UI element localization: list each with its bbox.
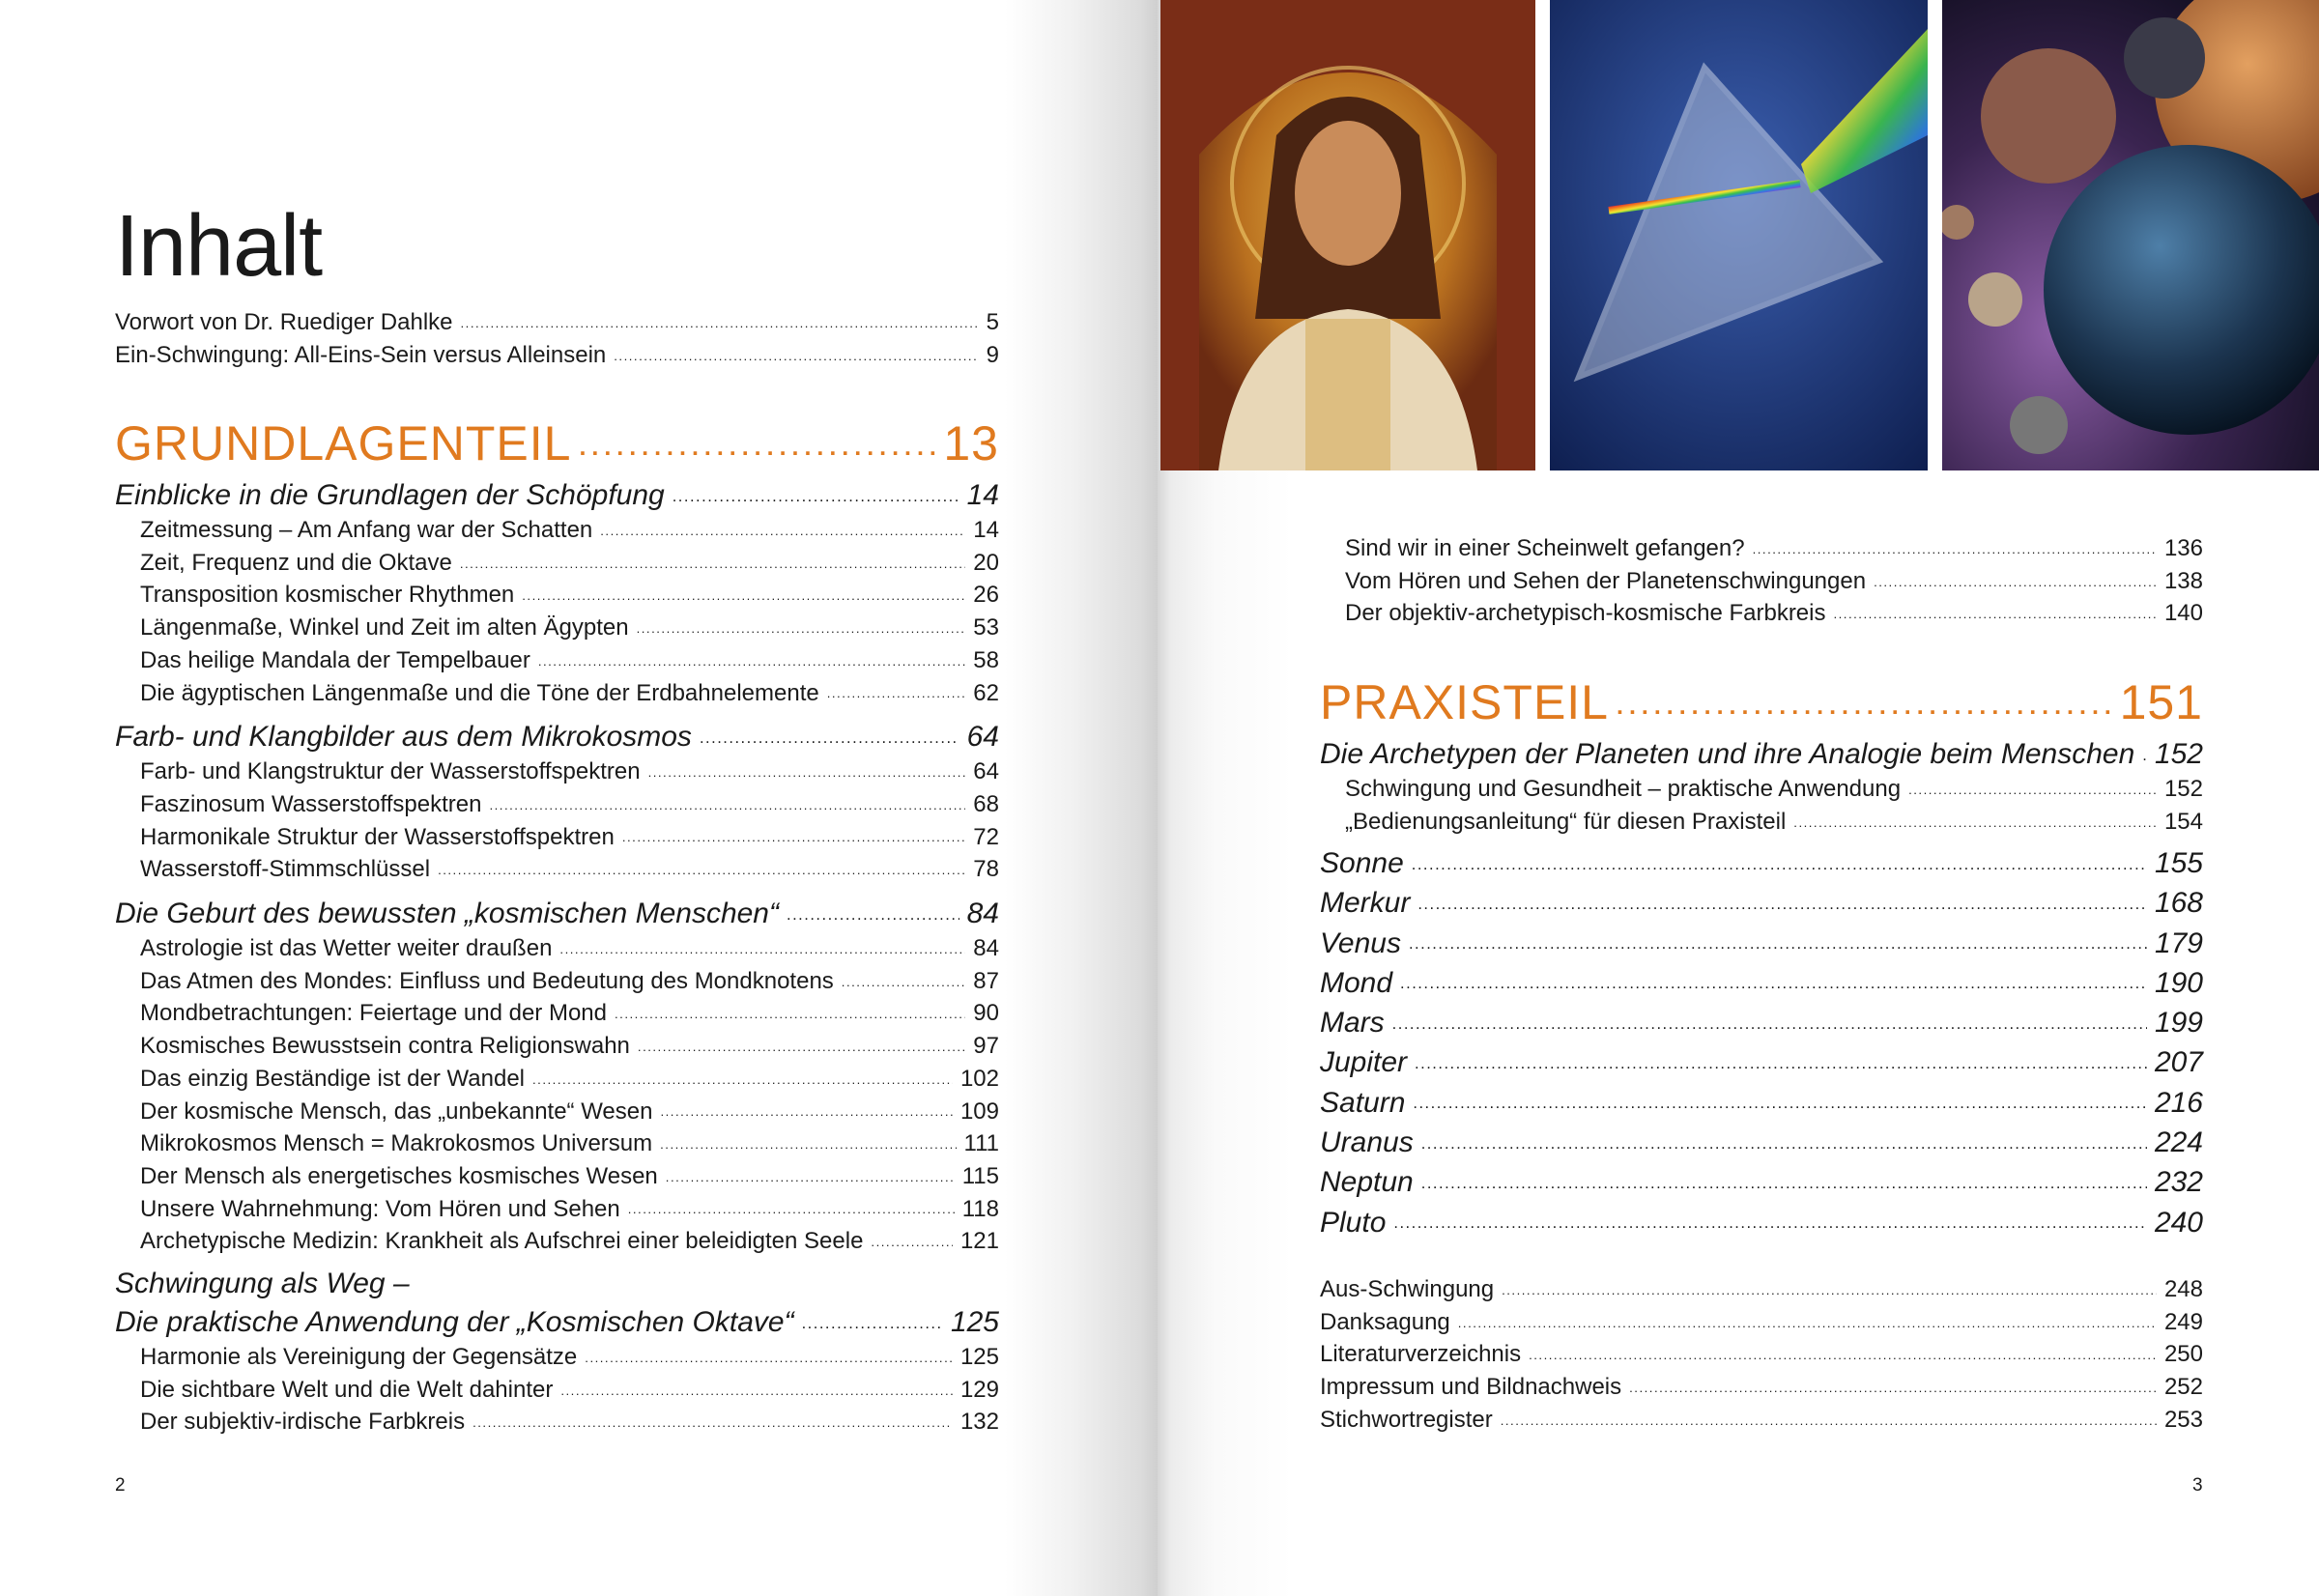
entry-page-number: 132 <box>959 1409 999 1436</box>
toc-entry[interactable] <box>1320 1338 2203 1371</box>
entry-page-number: 87 <box>973 967 999 994</box>
dot-leader <box>1908 773 2157 796</box>
entry-title: Saturn <box>1320 1086 1406 1119</box>
entry-page-number: 168 <box>2154 887 2203 920</box>
grundlagenteil-chapters <box>115 475 999 1439</box>
subchapter-entry[interactable] <box>115 1406 999 1439</box>
toc-entry[interactable] <box>1320 1371 2203 1404</box>
entry-page-number: 9 <box>986 341 999 368</box>
entry-page-number: 53 <box>973 614 999 641</box>
entry-title: Der kosmische Mensch, das „unbekannte“ Wesen <box>140 1097 653 1125</box>
entry-title: Wasserstoff-Stimmschlüssel <box>140 856 431 883</box>
dot-leader <box>871 1225 953 1248</box>
entry-title: Aus-Schwingung <box>1320 1276 1495 1302</box>
back-matter <box>1320 1273 2203 1437</box>
dot-leader <box>1392 1003 2147 1032</box>
dot-leader <box>1421 1162 2147 1191</box>
dot-leader <box>700 717 959 746</box>
subchapter-entry[interactable] <box>1320 773 2203 806</box>
entry-title: Mond <box>1320 966 1393 999</box>
prism-image <box>1550 0 1928 470</box>
subchapter-entry[interactable] <box>115 677 999 710</box>
entry-title: Die ägyptischen Längenmaße und die Töne der Erdbahnelemente <box>140 679 819 706</box>
right-page <box>1158 0 2319 1596</box>
entry-page-number: 20 <box>973 549 999 576</box>
entry-page-number: 109 <box>959 1097 999 1125</box>
toc-entry[interactable] <box>1320 1404 2203 1437</box>
page-title: Inhalt <box>115 198 323 295</box>
entry-title: Harmonie als Vereinigung der Gegensätze <box>140 1344 578 1371</box>
chapter-entry[interactable] <box>115 1302 999 1341</box>
dot-leader <box>1458 1306 2157 1329</box>
entry-page-number: 125 <box>959 1344 999 1371</box>
subchapter-entry[interactable] <box>115 1030 999 1063</box>
subchapter-entry[interactable] <box>115 821 999 854</box>
subchapter-entry[interactable] <box>115 612 999 644</box>
subchapter-entry[interactable] <box>115 788 999 821</box>
dot-leader <box>1753 532 2157 556</box>
entry-page-number: 152 <box>2154 738 2203 770</box>
entry-title: Uranus <box>1320 1126 1414 1159</box>
entry-title: Impressum und Bildnachweis <box>1320 1374 1622 1401</box>
subchapter-entry[interactable] <box>115 1063 999 1096</box>
entry-title: Das Atmen des Mondes: Einfluss und Bedeutung des Mondknotens <box>140 967 834 994</box>
dot-leader <box>614 339 978 362</box>
entry-page-number: 118 <box>961 1195 999 1222</box>
subchapter-entry[interactable] <box>115 579 999 612</box>
planet-entry[interactable] <box>1320 843 2203 883</box>
entry-page-number: 224 <box>2154 1126 2203 1159</box>
subchapter-entry[interactable] <box>1320 806 2203 839</box>
entry-page-number: 138 <box>2163 567 2203 594</box>
entry-title: Vorwort von Dr. Ruediger Dahlke <box>115 309 453 335</box>
dot-leader <box>1393 1203 2147 1232</box>
entry-title: Transposition kosmischer Rhythmen <box>140 582 515 609</box>
entry-page-number: 84 <box>966 898 999 930</box>
entry-title: Mars <box>1320 1007 1385 1040</box>
continued-entries <box>1320 532 2203 630</box>
chapter-entry[interactable] <box>115 894 999 932</box>
chapter-group <box>115 717 999 886</box>
dot-leader <box>1409 924 2147 953</box>
dot-leader <box>1415 1042 2147 1071</box>
dot-leader <box>560 1374 953 1397</box>
dot-leader <box>1413 1083 2147 1112</box>
entry-title: Schwingung als Weg – <box>115 1268 410 1300</box>
dot-leader <box>1793 806 2157 829</box>
entry-title: Farb- und Klangstruktur der Wasserstoffspektren <box>140 758 641 785</box>
entry-page-number: 58 <box>973 646 999 673</box>
entry-title: Faszinosum Wasserstoffspektren <box>140 790 482 817</box>
entry-title: Danksagung <box>1320 1308 1450 1335</box>
entry-title: Jupiter <box>1320 1046 1408 1079</box>
entry-title: Zeit, Frequenz und die Oktave <box>140 549 452 576</box>
page-number: 3 <box>2192 1475 2203 1496</box>
entry-page-number: 62 <box>973 679 999 706</box>
toc-entry[interactable] <box>1320 1273 2203 1306</box>
entry-page-number: 14 <box>966 479 999 511</box>
dot-leader <box>1502 1273 2157 1297</box>
entry-title: Venus <box>1320 926 1401 959</box>
entry-title: Die Archetypen der Planeten und ihre Analogie beim Menschen <box>1320 738 2135 770</box>
entry-title: Literaturverzeichnis <box>1320 1341 1522 1368</box>
section-heading[interactable] <box>1320 670 2203 731</box>
dot-leader <box>438 853 965 876</box>
entry-title: Kosmisches Bewusstsein contra Religionswahn <box>140 1033 630 1060</box>
planet-entry[interactable] <box>1320 963 2203 1003</box>
entry-title: Die sichtbare Welt und die Welt dahinter <box>140 1376 554 1403</box>
entry-title: Schwingung und Gesundheit – praktische Anwendung <box>1345 776 1902 802</box>
entry-title: „Bedienungsanleitung“ für diesen Praxisteil <box>1345 808 1787 835</box>
entry-title: GRUNDLAGENTEIL <box>115 416 572 470</box>
dot-leader <box>559 932 965 955</box>
chapter-entry[interactable] <box>115 717 999 755</box>
section-heading[interactable] <box>115 412 999 472</box>
entry-title: Pluto <box>1320 1206 1387 1239</box>
subchapter-entry[interactable] <box>115 1160 999 1193</box>
subchapter-entry[interactable] <box>115 644 999 677</box>
entry-page-number: 84 <box>973 935 999 962</box>
entry-page-number: 179 <box>2154 926 2203 959</box>
planet-entry[interactable] <box>1320 1203 2203 1242</box>
entry-title: PRAXISTEIL <box>1320 675 1609 729</box>
entry-page-number: 155 <box>2154 847 2203 879</box>
dot-leader <box>489 788 965 812</box>
entry-page-number: 111 <box>963 1130 999 1157</box>
dot-leader <box>660 1127 956 1151</box>
subchapter-entry[interactable] <box>115 755 999 788</box>
entry-page-number: 240 <box>2154 1206 2203 1239</box>
entry-title: Archetypische Medizin: Krankheit als Aufschrei einer beleidigten Seele <box>140 1228 864 1255</box>
entry-page-number: 13 <box>943 416 999 470</box>
subchapter-entry[interactable] <box>115 1096 999 1128</box>
subchapter-entry[interactable] <box>1320 597 2203 630</box>
entry-page-number: 129 <box>959 1376 999 1403</box>
entry-page-number: 190 <box>2154 966 2203 999</box>
entry-title: Unsere Wahrnehmung: Vom Hören und Sehen <box>140 1195 620 1222</box>
chapter-group <box>115 894 999 1258</box>
entry-page-number: 26 <box>973 582 999 609</box>
entry-title: Astrologie ist das Wetter weiter draußen <box>140 935 553 962</box>
entry-page-number: 199 <box>2154 1007 2203 1040</box>
entry-title: Sonne <box>1320 847 1404 879</box>
entry-page-number: 253 <box>2163 1406 2203 1433</box>
entry-title: Das einzig Beständige ist der Wandel <box>140 1065 525 1092</box>
dot-leader <box>1617 670 2112 719</box>
entry-title: Mondbetrachtungen: Feiertage und der Mond <box>140 1000 607 1027</box>
dot-leader <box>460 547 965 570</box>
entry-page-number: 68 <box>973 790 999 817</box>
dot-leader <box>842 965 966 988</box>
entry-title: Längenmaße, Winkel und Zeit im alten Ägypten <box>140 614 629 641</box>
dot-leader <box>472 1406 953 1429</box>
dot-leader <box>1501 1404 2157 1427</box>
entry-page-number: 140 <box>2163 600 2203 627</box>
entry-page-number: 90 <box>973 1000 999 1027</box>
planet-entry[interactable] <box>1320 1162 2203 1202</box>
entry-title: Zeitmessung – Am Anfang war der Schatten <box>140 517 593 543</box>
entry-title: Einblicke in die Grundlagen der Schöpfung <box>115 479 665 511</box>
subchapter-entry[interactable] <box>115 547 999 580</box>
entry-title: Stichwortregister <box>1320 1406 1493 1433</box>
dot-leader <box>802 1302 943 1331</box>
planet-entry[interactable] <box>1320 1083 2203 1123</box>
entry-title: Das heilige Mandala der Tempelbauer <box>140 646 530 673</box>
toc-entry[interactable] <box>115 339 999 372</box>
entry-title: Mikrokosmos Mensch = Makrokosmos Universum <box>140 1130 653 1157</box>
dot-leader <box>1874 565 2157 588</box>
subchapter-entry[interactable] <box>115 1225 999 1258</box>
planets-image <box>1942 0 2319 470</box>
entry-title: Die praktische Anwendung der „Kosmischen Oktave“ <box>115 1306 794 1339</box>
entry-title: Der objektiv-archetypisch-kosmische Farbkreis <box>1345 600 1826 627</box>
planet-entry[interactable] <box>1320 1042 2203 1082</box>
archetypes-chapter <box>1320 734 2203 838</box>
toc-entry[interactable] <box>115 306 999 339</box>
dot-leader <box>787 894 959 923</box>
section-praxisteil <box>1320 670 2203 731</box>
entry-page-number: 151 <box>2119 675 2203 729</box>
entry-page-number: 248 <box>2163 1276 2203 1302</box>
dot-leader <box>827 677 966 700</box>
entry-page-number: 136 <box>2163 535 2203 561</box>
subchapter-entry[interactable] <box>115 514 999 547</box>
toc-entry[interactable] <box>1320 1306 2203 1339</box>
entry-title: Neptun <box>1320 1166 1414 1199</box>
entry-page-number: 72 <box>973 823 999 850</box>
entry-page-number: 14 <box>973 517 999 543</box>
dot-leader <box>461 306 979 329</box>
dot-leader <box>1833 597 2156 620</box>
dot-leader <box>1529 1338 2157 1361</box>
dot-leader <box>1629 1371 2157 1394</box>
entry-page-number: 252 <box>2163 1374 2203 1401</box>
dot-leader <box>638 1030 965 1053</box>
dot-leader <box>628 1193 955 1216</box>
entry-page-number: 64 <box>966 721 999 754</box>
chapter-entry[interactable] <box>115 475 999 514</box>
dot-leader <box>1400 963 2147 992</box>
entry-page-number: 64 <box>973 758 999 785</box>
dot-leader <box>622 821 965 844</box>
subchapter-entry[interactable] <box>115 1374 999 1407</box>
subchapter-entry[interactable] <box>115 853 999 886</box>
dot-leader <box>1421 1123 2147 1152</box>
entry-page-number: 97 <box>973 1033 999 1060</box>
entry-title: Ein-Schwingung: All-Eins-Sein versus Alleinsein <box>115 341 607 368</box>
planet-entry[interactable] <box>1320 1123 2203 1162</box>
chapter-group <box>115 475 999 709</box>
chapter-group <box>115 1266 999 1439</box>
entry-page-number: 115 <box>961 1162 999 1189</box>
subchapter-entry[interactable] <box>115 997 999 1030</box>
planet-chapters <box>1320 843 2203 1242</box>
subchapter-entry[interactable] <box>115 1127 999 1160</box>
page-number: 2 <box>115 1475 126 1496</box>
subchapter-entry[interactable] <box>115 1193 999 1226</box>
entry-title: Sind wir in einer Scheinwelt gefangen? <box>1345 535 1745 561</box>
chapter-entry[interactable] <box>1320 734 2203 773</box>
front-matter <box>115 306 999 371</box>
dot-leader <box>648 755 966 779</box>
entry-page-number: 216 <box>2154 1086 2203 1119</box>
subchapter-entry[interactable] <box>115 965 999 998</box>
entry-page-number: 249 <box>2163 1308 2203 1335</box>
dot-leader <box>637 612 966 635</box>
dot-leader <box>2142 734 2147 763</box>
entry-page-number: 154 <box>2163 808 2203 835</box>
dot-leader <box>660 1096 952 1119</box>
entry-title: Merkur <box>1320 887 1411 920</box>
entry-page-number: 152 <box>2163 776 2203 802</box>
entry-title: Die Geburt des bewussten „kosmischen Menschen“ <box>115 898 779 930</box>
planet-entry[interactable] <box>1320 1003 2203 1042</box>
entry-page-number: 5 <box>986 309 999 335</box>
entry-page-number: 207 <box>2154 1046 2203 1079</box>
dot-leader <box>532 1063 953 1086</box>
subchapter-entry[interactable] <box>1320 532 2203 565</box>
dot-leader <box>600 514 965 537</box>
entry-page-number: 250 <box>2163 1341 2203 1368</box>
entry-title: Vom Hören und Sehen der Planetenschwingungen <box>1345 567 1867 594</box>
entry-title: Der Mensch als energetisches kosmisches Wesen <box>140 1162 658 1189</box>
entry-title: Der subjektiv-irdische Farbkreis <box>140 1409 466 1436</box>
dot-leader <box>585 1341 953 1364</box>
entry-title: Farb- und Klangbilder aus dem Mikrokosmos <box>115 721 692 754</box>
planet-entry[interactable] <box>1320 924 2203 963</box>
dot-leader <box>538 644 965 668</box>
entry-page-number: 232 <box>2154 1166 2203 1199</box>
dot-leader <box>673 475 959 504</box>
dot-leader <box>666 1160 955 1183</box>
entry-page-number: 125 <box>950 1306 999 1339</box>
entry-page-number: 121 <box>959 1228 999 1255</box>
entry-page-number: 102 <box>959 1065 999 1092</box>
dot-leader <box>579 412 935 460</box>
dot-leader <box>1417 883 2147 912</box>
planet-entry[interactable] <box>1320 883 2203 923</box>
entry-page-number: 78 <box>973 856 999 883</box>
dot-leader <box>615 997 965 1020</box>
section-grundlagenteil <box>115 412 999 472</box>
subchapter-entry[interactable] <box>1320 565 2203 598</box>
chapter-entry[interactable] <box>115 1266 999 1302</box>
dot-leader <box>522 579 965 602</box>
dot-leader <box>1412 843 2147 872</box>
entry-title: Harmonikale Struktur der Wasserstoffspektren <box>140 823 615 850</box>
subchapter-entry[interactable] <box>115 932 999 965</box>
jesus-portrait-image <box>1160 0 1535 470</box>
subchapter-entry[interactable] <box>115 1341 999 1374</box>
